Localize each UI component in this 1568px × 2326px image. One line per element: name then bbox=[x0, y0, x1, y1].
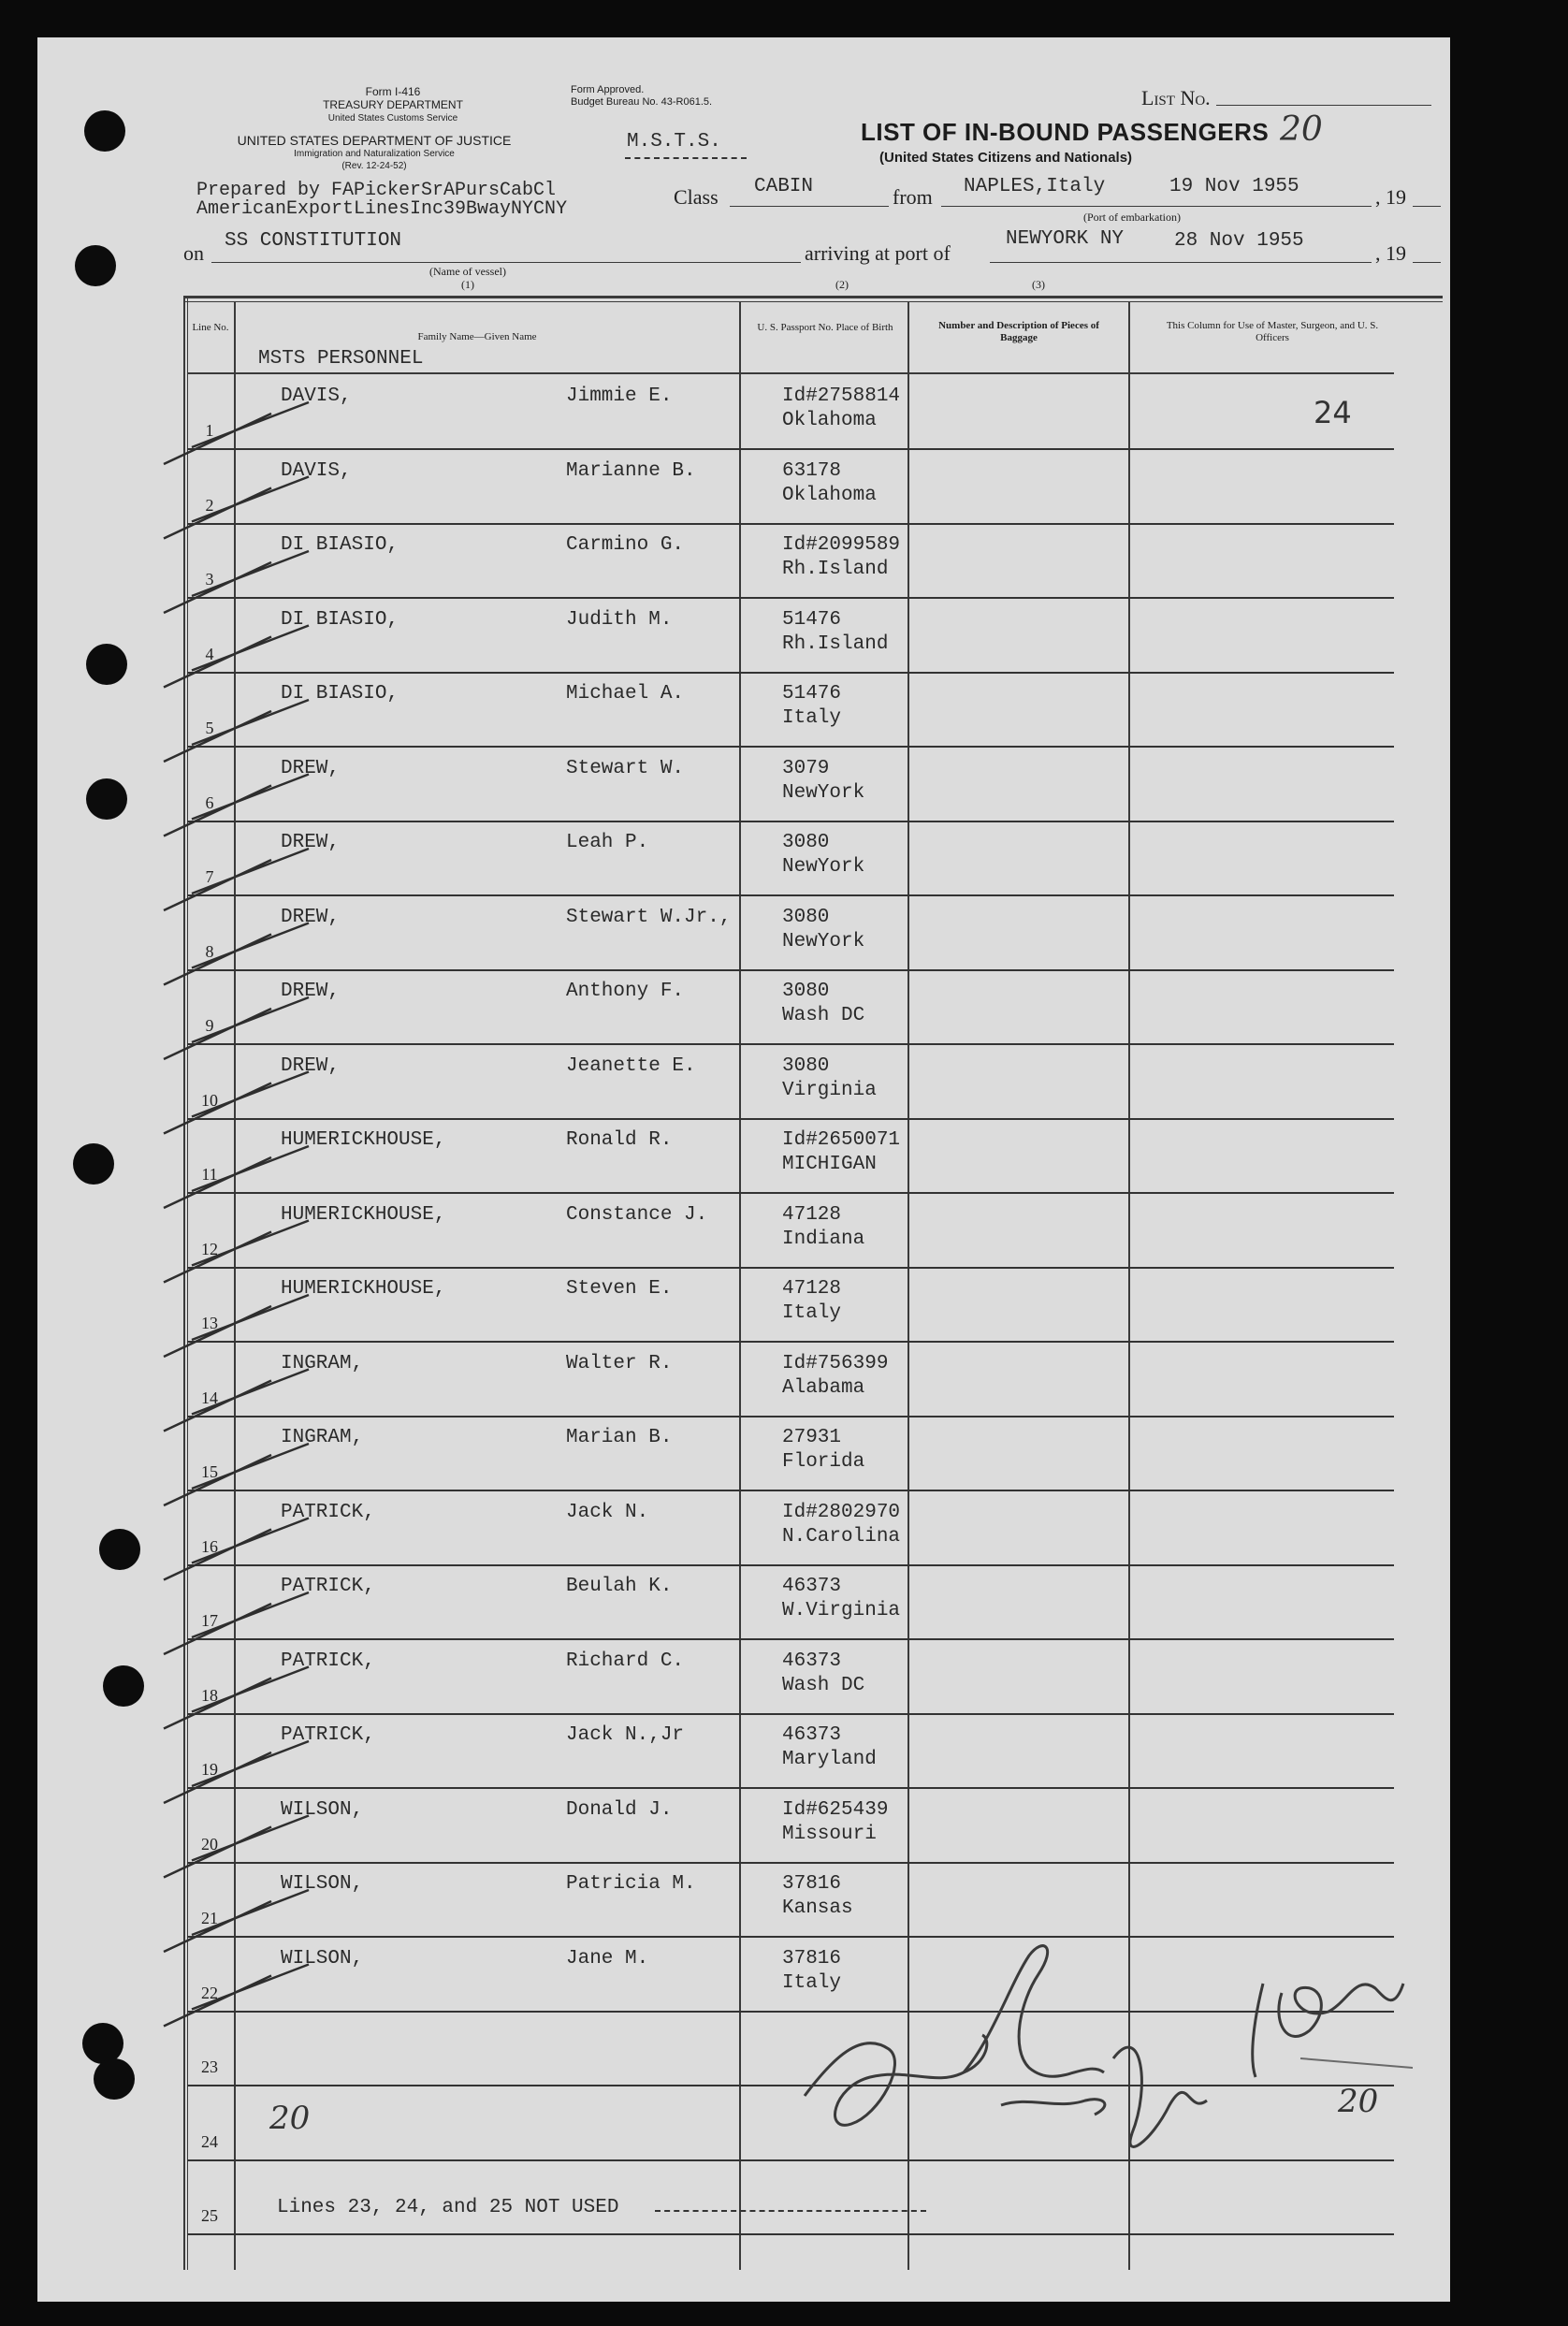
passport-number: 63178 bbox=[782, 459, 842, 482]
line-number: 20 bbox=[201, 1834, 218, 1854]
line-number: 1 bbox=[205, 421, 214, 440]
passport-number: 46373 bbox=[782, 1650, 842, 1672]
place-of-birth: Florida bbox=[782, 1451, 865, 1473]
binder-hole-6 bbox=[99, 1529, 140, 1570]
given-name: Marian B. bbox=[566, 1427, 673, 1448]
line-number: 10 bbox=[201, 1090, 218, 1110]
given-name: Walter R. bbox=[566, 1352, 673, 1374]
given-name: Stewart W. bbox=[566, 757, 685, 779]
line-number: 11 bbox=[201, 1165, 218, 1184]
class-label: Class bbox=[674, 185, 719, 209]
binder-hole-5 bbox=[73, 1143, 114, 1185]
table-row bbox=[187, 1788, 1394, 1864]
form-approved: Form Approved. bbox=[571, 84, 645, 95]
passport-number: 46373 bbox=[782, 1724, 842, 1746]
family-name: PATRICK, bbox=[281, 1724, 375, 1746]
col2-number: (2) bbox=[835, 278, 849, 291]
class-value: CABIN bbox=[754, 176, 814, 197]
prepared-by-2: AmericanExportLinesInc39BwayNYCNY bbox=[196, 198, 568, 220]
table-row bbox=[187, 1118, 1394, 1194]
total-right: 20 bbox=[1338, 2083, 1379, 2120]
given-name: Donald J. bbox=[566, 1798, 673, 1821]
family-name: DI BIASIO, bbox=[281, 534, 399, 556]
family-name: DAVIS, bbox=[281, 459, 352, 482]
list-no-line bbox=[1216, 105, 1431, 106]
line-number: 22 bbox=[201, 1983, 218, 2002]
family-name: WILSON, bbox=[281, 1947, 364, 1970]
passport-number: 3080 bbox=[782, 832, 830, 853]
line-number: 7 bbox=[205, 867, 214, 886]
table-row bbox=[187, 523, 1394, 599]
arrival-line bbox=[990, 262, 1372, 263]
header-line-no: Line No. bbox=[192, 322, 229, 333]
port-embarkation-label: (Port of embarkation) bbox=[1083, 211, 1181, 224]
given-name: Stewart W.Jr., bbox=[566, 906, 732, 928]
passport-number: Id#2758814 bbox=[782, 385, 901, 407]
given-name: Richard C. bbox=[566, 1650, 685, 1672]
line-number: 3 bbox=[205, 570, 214, 589]
department: TREASURY DEPARTMENT bbox=[323, 98, 463, 111]
table-top-rule-2 bbox=[183, 301, 1443, 302]
ins-service: Immigration and Naturalization Service bbox=[294, 149, 455, 159]
passport-number: 27931 bbox=[782, 1427, 842, 1448]
binder-hole-7 bbox=[103, 1665, 144, 1707]
family-name: INGRAM, bbox=[281, 1427, 364, 1448]
officer-count: 24 bbox=[1314, 395, 1352, 430]
table-row bbox=[187, 1342, 1394, 1417]
year-suffix-1: , 19 bbox=[1375, 185, 1406, 209]
table-row bbox=[187, 1267, 1394, 1343]
passport-number: 3080 bbox=[782, 906, 830, 928]
place-of-birth: Oklahoma bbox=[782, 484, 877, 506]
family-name: DAVIS, bbox=[281, 385, 352, 407]
binder-hole-4 bbox=[86, 778, 127, 820]
family-name: DREW, bbox=[281, 757, 341, 779]
given-name: Jimmie E. bbox=[566, 385, 673, 407]
line-number: 19 bbox=[201, 1760, 218, 1779]
passport-number: 37816 bbox=[782, 1873, 842, 1895]
header-name: Family Name—Given Name bbox=[417, 331, 537, 342]
table-row bbox=[187, 747, 1394, 822]
from-date: 19 Nov 1955 bbox=[1169, 176, 1299, 197]
place-of-birth: Alabama bbox=[782, 1376, 865, 1399]
place-of-birth: Oklahoma bbox=[782, 410, 877, 431]
place-of-birth: MICHIGAN bbox=[782, 1154, 877, 1175]
not-used-note: Lines 23, 24, and 25 NOT USED bbox=[277, 2197, 619, 2218]
table-row bbox=[187, 598, 1394, 674]
line-number: 13 bbox=[201, 1314, 218, 1332]
table-left-border bbox=[183, 298, 185, 2270]
total-left: 20 bbox=[269, 2100, 311, 2137]
place-of-birth: Wash DC bbox=[782, 1674, 865, 1696]
table-row bbox=[187, 1639, 1394, 1715]
passport-number: 51476 bbox=[782, 683, 842, 705]
family-name: PATRICK, bbox=[281, 1650, 375, 1672]
family-name: WILSON, bbox=[281, 1873, 364, 1895]
table-row bbox=[187, 672, 1394, 748]
col1-number: (1) bbox=[461, 278, 474, 291]
place-of-birth: Italy bbox=[782, 1971, 842, 1994]
passport-number: 37816 bbox=[782, 1947, 842, 1970]
arrival-port: NEWYORK NY bbox=[1006, 228, 1125, 250]
place-of-birth: NewYork bbox=[782, 930, 865, 952]
family-name: DREW, bbox=[281, 1054, 341, 1077]
from-port: NAPLES,Italy bbox=[964, 176, 1106, 197]
place-of-birth: Missouri bbox=[782, 1823, 877, 1845]
place-of-birth: Virginia bbox=[782, 1079, 877, 1101]
passport-number: 47128 bbox=[782, 1203, 842, 1226]
family-name: DREW, bbox=[281, 981, 341, 1002]
table-row bbox=[187, 1564, 1394, 1640]
line-number: 2 bbox=[205, 495, 214, 515]
given-name: Constance J. bbox=[566, 1203, 708, 1226]
family-name: DI BIASIO, bbox=[281, 608, 399, 631]
family-name: HUMERICKHOUSE, bbox=[281, 1203, 446, 1226]
binder-hole-9 bbox=[94, 2058, 135, 2100]
form-subtitle: (United States Citizens and Nationals) bbox=[879, 150, 1133, 166]
justice-dept: UNITED STATES DEPARTMENT OF JUSTICE bbox=[237, 133, 512, 148]
not-used-dashes bbox=[655, 2210, 926, 2212]
given-name: Marianne B. bbox=[566, 459, 696, 482]
class-line bbox=[730, 206, 889, 207]
passport-number: 3080 bbox=[782, 1054, 830, 1077]
year-line-2 bbox=[1413, 262, 1441, 263]
line-number: 18 bbox=[201, 1685, 218, 1705]
signature-scribble bbox=[777, 1871, 1413, 2189]
from-label: from bbox=[893, 185, 933, 209]
line-number: 8 bbox=[205, 941, 214, 961]
place-of-birth: NewYork bbox=[782, 781, 865, 804]
year-suffix-2: , 19 bbox=[1375, 241, 1406, 265]
line-number: 9 bbox=[205, 1016, 214, 1035]
passport-number: Id#2650071 bbox=[782, 1129, 901, 1151]
binder-hole-1 bbox=[84, 110, 125, 152]
family-name: DREW, bbox=[281, 832, 341, 853]
vessel-label: (Name of vessel) bbox=[429, 265, 506, 278]
family-name: DREW, bbox=[281, 906, 341, 928]
manifest-page bbox=[37, 37, 1450, 2302]
binder-hole-2 bbox=[75, 245, 116, 286]
prepared-by-1: Prepared by FAPickerSrAPursCabCl bbox=[196, 180, 557, 201]
given-name: Carmino G. bbox=[566, 534, 685, 556]
list-number: 20 bbox=[1280, 110, 1323, 149]
family-name: PATRICK, bbox=[281, 1576, 375, 1597]
budget-bureau: Budget Bureau No. 43-R061.5. bbox=[571, 96, 713, 108]
header-passport: U. S. Passport No. Place of Birth bbox=[757, 322, 893, 333]
line-number: 6 bbox=[205, 792, 214, 812]
table-row bbox=[187, 895, 1394, 971]
year-line-1 bbox=[1413, 206, 1441, 207]
place-of-birth: Indiana bbox=[782, 1228, 865, 1250]
given-name: Jane M. bbox=[566, 1947, 649, 1970]
given-name: Ronald R. bbox=[566, 1129, 673, 1151]
from-line bbox=[941, 206, 1372, 207]
line-number: 25 bbox=[201, 2206, 218, 2225]
passport-number: 3080 bbox=[782, 981, 830, 1002]
vessel-line bbox=[211, 262, 801, 263]
place-of-birth: W.Virginia bbox=[782, 1600, 901, 1621]
vessel-name: SS CONSTITUTION bbox=[225, 230, 402, 252]
given-name: Beulah K. bbox=[566, 1576, 673, 1597]
given-name: Jeanette E. bbox=[566, 1054, 696, 1077]
given-name: Michael A. bbox=[566, 683, 685, 705]
passport-number: Id#2099589 bbox=[782, 534, 901, 556]
given-name: Jack N. bbox=[566, 1501, 649, 1523]
passport-number: Id#2802970 bbox=[782, 1501, 901, 1523]
arrival-date: 28 Nov 1955 bbox=[1174, 230, 1304, 252]
place-of-birth: N.Carolina bbox=[782, 1525, 901, 1548]
table-row bbox=[187, 1490, 1394, 1566]
line-number: 16 bbox=[201, 1536, 218, 1556]
family-name: HUMERICKHOUSE, bbox=[281, 1129, 446, 1151]
passport-number: Id#756399 bbox=[782, 1352, 889, 1374]
given-name: Jack N.,Jr bbox=[566, 1724, 685, 1746]
line-number: 21 bbox=[201, 1909, 218, 1927]
family-name: DI BIASIO, bbox=[281, 683, 399, 705]
group-label: MSTS PERSONNEL bbox=[258, 348, 424, 370]
passport-number: 3079 bbox=[782, 757, 830, 779]
family-name: INGRAM, bbox=[281, 1352, 364, 1374]
col3-number: (3) bbox=[1032, 278, 1045, 291]
place-of-birth: Wash DC bbox=[782, 1005, 865, 1026]
header-officers: This Column for Use of Master, Surgeon, and U. S. Officers bbox=[1166, 320, 1379, 343]
table-row bbox=[187, 1193, 1394, 1269]
family-name: WILSON, bbox=[281, 1798, 364, 1821]
place-of-birth: Italy bbox=[782, 1302, 842, 1324]
place-of-birth: Kansas bbox=[782, 1897, 853, 1919]
table-row bbox=[187, 1416, 1394, 1491]
given-name: Patricia M. bbox=[566, 1873, 696, 1895]
line-number: 14 bbox=[201, 1388, 218, 1407]
place-of-birth: Maryland bbox=[782, 1749, 877, 1770]
arriving-label: arriving at port of bbox=[805, 241, 951, 265]
table-row bbox=[187, 969, 1394, 1045]
form-number: Form I-416 bbox=[365, 85, 421, 98]
line-number: 23 bbox=[201, 2057, 218, 2076]
table-row bbox=[187, 821, 1394, 896]
passport-number: 47128 bbox=[782, 1278, 842, 1300]
header-baggage: Number and Description of Pieces of Baggage bbox=[938, 320, 1099, 343]
given-name: Anthony F. bbox=[566, 981, 685, 1002]
given-name: Judith M. bbox=[566, 608, 673, 631]
place-of-birth: Rh.Island bbox=[782, 559, 889, 580]
table-row bbox=[187, 1044, 1394, 1120]
passport-number: 46373 bbox=[782, 1576, 842, 1597]
list-no-label: List No. bbox=[1141, 86, 1211, 109]
line-number: 12 bbox=[201, 1239, 218, 1258]
line-number: 24 bbox=[201, 2131, 218, 2151]
line-number: 4 bbox=[205, 644, 214, 663]
place-of-birth: Rh.Island bbox=[782, 632, 889, 655]
family-name: HUMERICKHOUSE, bbox=[281, 1278, 446, 1300]
place-of-birth: Italy bbox=[782, 707, 842, 729]
given-name: Steven E. bbox=[566, 1278, 673, 1300]
line-number: 15 bbox=[201, 1462, 218, 1481]
passport-number: 51476 bbox=[782, 608, 842, 631]
form-title: LIST OF IN-BOUND PASSENGERS bbox=[861, 118, 1270, 146]
family-name: PATRICK, bbox=[281, 1501, 375, 1523]
table-row bbox=[187, 374, 1394, 450]
line-number: 17 bbox=[201, 1611, 218, 1630]
on-label: on bbox=[183, 241, 204, 265]
table-top-rule bbox=[183, 296, 1443, 298]
revision: (Rev. 12-24-52) bbox=[341, 161, 407, 171]
table-row bbox=[187, 1713, 1394, 1789]
line-number: 5 bbox=[205, 719, 214, 737]
msts-stamp: M.S.T.S. bbox=[627, 131, 721, 153]
service: United States Customs Service bbox=[327, 113, 458, 124]
msts-underline bbox=[625, 157, 747, 159]
table-row bbox=[187, 449, 1394, 525]
binder-hole-3 bbox=[86, 644, 127, 685]
passport-number: Id#625439 bbox=[782, 1798, 889, 1821]
place-of-birth: NewYork bbox=[782, 856, 865, 878]
given-name: Leah P. bbox=[566, 832, 649, 853]
